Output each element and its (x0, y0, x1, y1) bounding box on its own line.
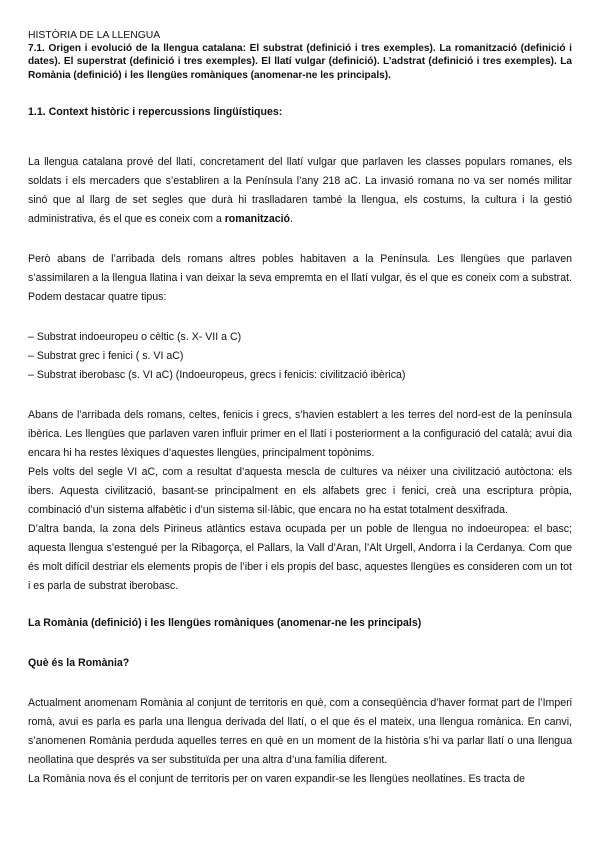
list-item: – Substrat grec i fenici ( s. VI aC) (28, 349, 184, 362)
document-title: HISTÒRIA DE LA LLENGUA (28, 30, 161, 41)
paragraph-basc: D’altra banda, la zona dels Pirineus atlàntics estava ocupada per un poble de llengua no indoeuropea: el basc; aquesta llengua s’estengué per la Ribagorça, el Pallars, la Vall d’Aran, l’Alt Urgell, Andorra i la Cerdanya. Com que és molt difícil destriar els elements propis de l’iber i els propis del basc, aquestes llengües es consideren com un tot i es parla de substrat iberobasc. (28, 522, 572, 592)
topic-summary: 7.1. Origen i evolució de la llengua catalana: El substrat (definició i tres exemples). La romanització (definició i dates). El superstrat (definició i tres exemples). El llatí vulgar (definició). L’adstrat (definició i tres exemples). La Romània (definició) i les llengües romàniques (anomenar-ne les principals). (28, 43, 572, 81)
section-heading-romania: La Romània (definició) i les llengües romàniques (anomenar-ne les principals) (28, 616, 422, 629)
subheading-que-es-romania: Què és la Romània? (28, 656, 130, 669)
term-romanitzacio: romanització (224, 212, 291, 225)
paragraph-substrat: Però abans de l’arribada dels romans altres pobles habitaven a la Península. Les llengües que parlaven s’assimilaren a la llengua llatina i van deixar la seva empremta en el llatí vulgar, és el que es coneix com a substrat. Podem destacar quatre tipus: (28, 252, 572, 303)
paragraph-pre-roman: Abans de l’arribada dels romans, celtes, fenicis i grecs, s’havien establert a les terres del nord-est de la península ibèrica. Les llengües que parlaven varen influir primer en el llatí i posteriorment a la configuració del català; avui dia encara hi ha restes lèxiques d’aquestes llengües, principalment topònims. (28, 408, 572, 459)
paragraph-origin (28, 153, 572, 229)
substrat-list (28, 328, 572, 385)
section-heading-context: 1.1. Context històric i repercussions lingüístiques: (28, 105, 283, 118)
document-header (28, 29, 572, 82)
paragraph-origin-end: . (290, 212, 293, 225)
document-body (28, 29, 572, 789)
paragraph-ibers: Pels volts del segle VI aC, com a resultat d’aquesta mescla de cultures va néixer una civilització autòctona: els ibers. Aquesta civilització, basant-se principalment en els alfabets grec i fenici, creà una escriptura pròpia, combinació d’un sistema alfabètic i d’un sistema sil·làbic, que encara no ha estat totalment desxifrada. (28, 465, 572, 516)
paragraph-romania-nova: La Romània nova és el conjunt de territoris per on varen expandir-se les llengües neollatines. Es tracta de (28, 772, 526, 785)
list-item: – Substrat indoeuropeu o cèltic (s. X- VII a C) (28, 330, 242, 343)
paragraph-origin-text: La llengua catalana prové del llatí, concretament del llatí vulgar que parlaven les classes populars romanes, els soldats i els mercaders que s’establiren a la Península l’any 218 aC. La invasió romana no va ser només militar sinó que al llarg de set segles que durà hi traslladaren també la llengua, els costums, la cultura i la gestió administrativa, és el que es coneix com a (28, 155, 572, 225)
paragraph-romania-definition: Actualment anomenam Romània al conjunt de territoris en què, com a conseqüència d’haver format part de l’Imperi romà, avui es parla es parla una llengua derivada del llatí, o el que és el mateix, una llengua romànica. En canvi, s’anomenen Romània perduda aquelles terres en què en un moment de la història s’hi va parlar llatí o una llengua neollatina que després va ser substituïda per una altra d’una família diferent. (28, 696, 572, 766)
list-item: – Substrat iberobasc (s. VI aC) (Indoeuropeus, grecs i fenicis: civilització ibèrica) (28, 368, 406, 381)
